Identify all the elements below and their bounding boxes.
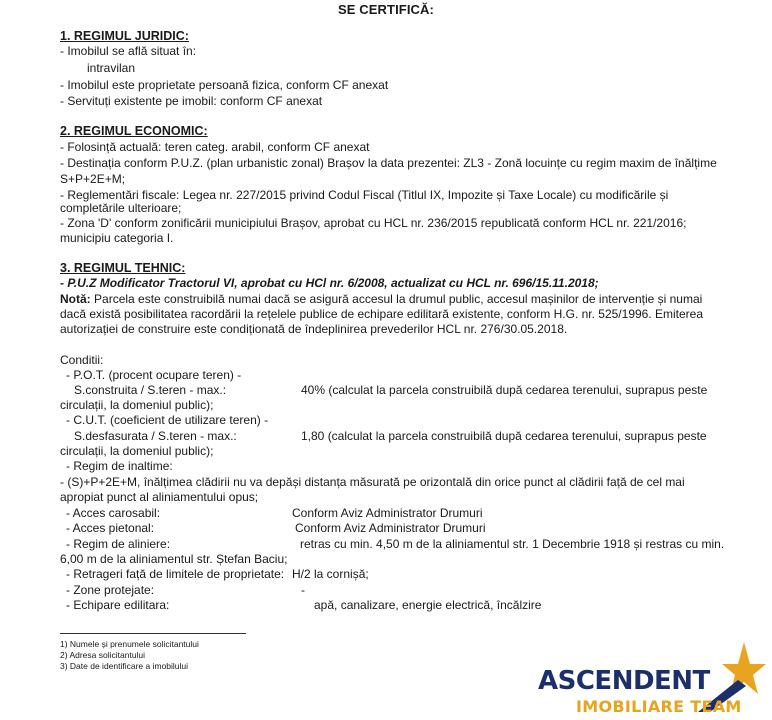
pedestrian-access-value: Conform Aviz Administrator Drumuri (295, 521, 486, 535)
text-line: - Servituți existente pe imobil: conform CF anexat (60, 94, 323, 108)
alignment-label: - Regim de aliniere: (66, 537, 171, 551)
note-label: Notă: (60, 292, 91, 306)
text-line: dacă există posibilitatea racordării la rețelele publice de echipare edilitară existente, conform H.G. nr. 525/1996. Emiterea (60, 307, 704, 321)
text-line: autorizației de construire este condiționată de îndeplinirea prevederilor HCL nr. 276/30.05.2018. (60, 322, 568, 336)
setback-label: - Retrageri față de limitele de proprietate: (66, 567, 285, 581)
footnote-divider (60, 633, 246, 634)
note-line (60, 292, 716, 307)
text-line: - Imobilul se află situat în: (60, 44, 197, 58)
protected-zones-value: - (301, 583, 305, 597)
section-heading-regim-tehnic: 3. REGIMUL TEHNIC: (60, 261, 186, 275)
alignment-value: retras cu min. 4,50 m de la aliniamentul str. 1 Decembrie 1918 și restras cu min. (300, 537, 725, 551)
text-line: intravilan (87, 61, 136, 75)
cut-label: - C.U.T. (coeficient de utilizare teren) - (66, 413, 269, 427)
cut-formula: S.desfasurata / S.teren - max.: (74, 429, 237, 443)
vehicle-access-label: - Acces carosabil: (66, 506, 161, 520)
utilities-label: - Echipare edilitara: (66, 598, 170, 612)
text-line: - Zona 'D' conform zonificării municipiului Brașov, aprobat cu HCL nr. 236/2015 republicată conform HCL nr. 221/2016; (60, 216, 687, 230)
text-line: completările ulterioare; (60, 201, 182, 215)
footnote: 1) Numele și prenumele solicitantului (60, 639, 199, 649)
logo-tagline: IMOBILIARE TEAM (576, 697, 742, 716)
section-heading-regim-economic: 2. REGIMUL ECONOMIC: (60, 124, 208, 138)
text-line: - Imobilul este proprietate persoană fizica, conform CF anexat (60, 78, 389, 92)
puz-reference: - P.U.Z Modificator Tractorul VI, aprobat cu HCl nr. 6/2008, actualizat cu HCL nr. 696/15.11.2018; (60, 276, 599, 290)
text-line: circulații, la domeniul public); (60, 398, 214, 412)
text-line: 6,00 m de la aliniamentul str. Ștefan Baciu; (60, 552, 288, 566)
protected-zones-label: - Zone protejate: (66, 583, 155, 597)
conditions-heading: Conditii: (60, 353, 104, 367)
text-line: municipiu categoria I. (60, 231, 174, 245)
footnote: 2) Adresa solicitantului (60, 650, 146, 660)
text-line: - Destinația conform P.U.Z. (plan urbanistic zonal) Brașov la data prezentei: ZL3 - Zonă locuințe cu regim maxim de înălțime (60, 156, 717, 170)
note-text: Parcela este construibilă numai dacă se asigură accesul la drumul public, accesul mașinilor de intervenție și numai (94, 292, 703, 306)
ascendent-logo (532, 640, 772, 720)
footnote: 3) Date de identificare a imobilului (60, 661, 189, 671)
text-line: apropiat punct al aliniamentului opus; (60, 490, 259, 504)
text-line: S+P+2E+M; (60, 172, 126, 186)
text-line: - Reglementări fiscale: Legea nr. 227/2015 privind Codul Fiscal (Titlul IX, Impozite și Taxe Locale) cu modificările și (60, 188, 669, 202)
setback-value: H/2 la cornișă; (292, 567, 369, 581)
pedestrian-access-label: - Acces pietonal: (66, 521, 155, 535)
cut-value: 1,80 (calculat la parcela construibilă după cedarea terenului, suprapus peste (301, 429, 707, 443)
utilities-value: apă, canalizare, energie electrică, încălzire (314, 598, 542, 612)
document-title: SE CERTIFICĂ: (338, 2, 434, 17)
section-heading-regim-juridic: 1. REGIMUL JURIDIC: (60, 29, 189, 43)
height-regime-label: - Regim de inaltime: (66, 459, 173, 473)
pot-formula: S.construita / S.teren - max.: (74, 383, 227, 397)
vehicle-access-value: Conform Aviz Administrator Drumuri (292, 506, 483, 520)
pot-label: - P.O.T. (procent ocupare teren) - (66, 368, 242, 382)
text-line: circulații, la domeniul public); (60, 444, 214, 458)
logo-wordmark: ASCENDENT (538, 666, 710, 696)
text-line: - (S)+P+2E+M, înălțimea clădirii nu va depăși distanța măsurată pe orizontală din orice punct al clădirii față de cel mai (60, 475, 685, 489)
text-line: - Folosință actuală: teren categ. arabil, conform CF anexat (60, 140, 370, 154)
pot-value: 40% (calculat la parcela construibilă după cedarea terenului, suprapus peste (301, 383, 708, 397)
